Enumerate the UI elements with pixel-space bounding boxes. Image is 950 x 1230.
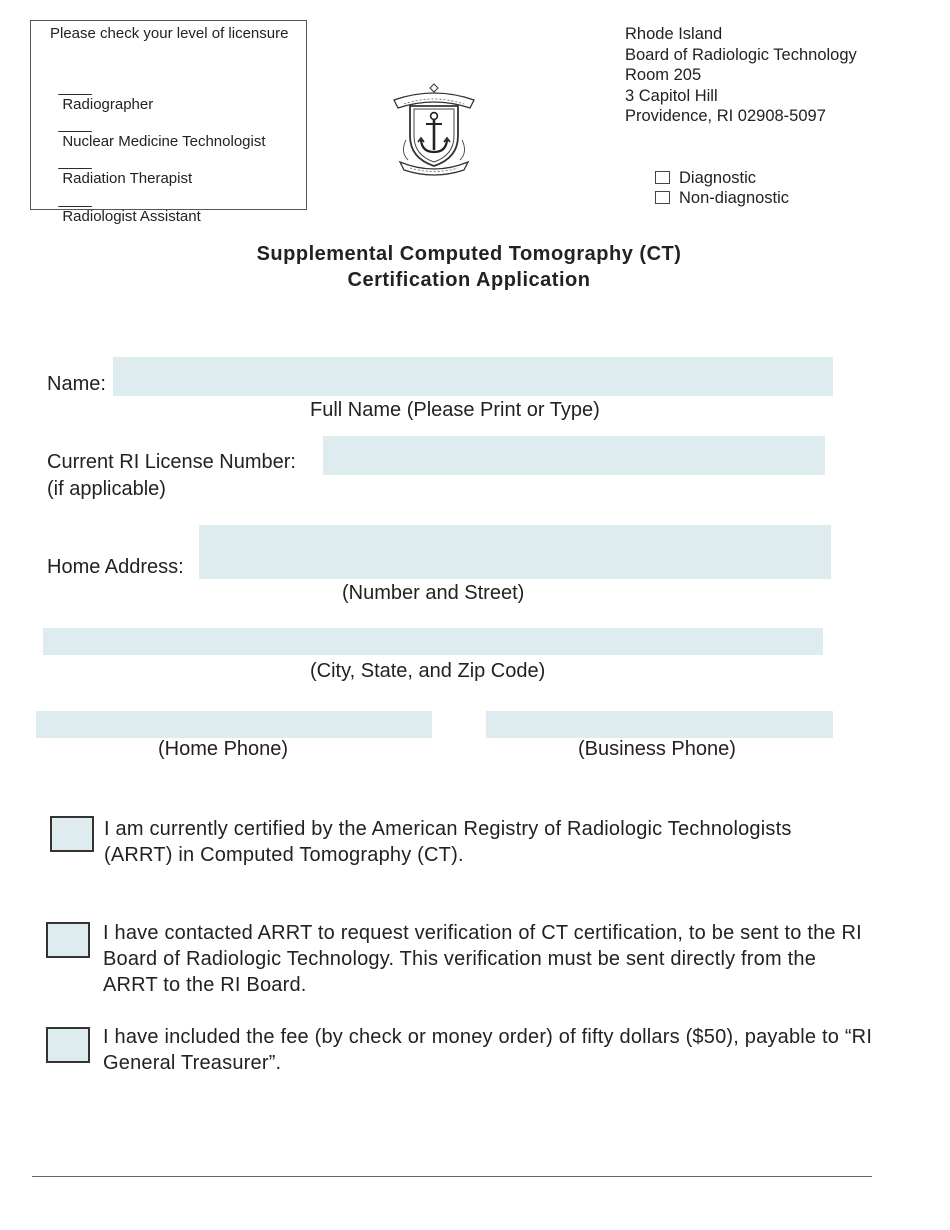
non-diagnostic-option: [655, 189, 789, 208]
license-number-field[interactable]: [323, 436, 825, 475]
licensure-label: Radiologist Assistant: [62, 208, 201, 225]
rhode-island-seal-icon: [388, 78, 480, 176]
non-diagnostic-checkbox[interactable]: [655, 191, 670, 204]
street-address-field[interactable]: [199, 525, 831, 579]
name-field[interactable]: [113, 357, 833, 396]
diagnostic-checkbox[interactable]: [655, 171, 670, 184]
name-label: Name:: [47, 373, 106, 395]
address-line: 3 Capitol Hill: [625, 86, 718, 105]
arrt-certified-checkbox[interactable]: [50, 816, 94, 852]
board-address: [625, 24, 857, 127]
licensure-option-radiologist-assistant[interactable]: [50, 174, 201, 225]
fee-included-checkbox[interactable]: [46, 1027, 90, 1063]
form-title: Supplemental Computed Tomography (CT): [256, 243, 682, 265]
licensure-blank: ____: [58, 116, 92, 133]
footer-divider: [32, 1176, 872, 1177]
licensure-blank: ____: [58, 191, 92, 208]
licensure-blank: ____: [58, 79, 92, 96]
business-phone-caption: (Business Phone): [578, 738, 736, 760]
license-number-note: (if applicable): [47, 478, 166, 500]
home-phone-caption: (Home Phone): [158, 738, 289, 760]
diagnostic-option: [655, 169, 756, 188]
address-line: Board of Radiologic Technology: [625, 45, 857, 64]
licensure-label: Nuclear Medicine Technologist: [62, 133, 266, 150]
home-phone-field[interactable]: [36, 711, 432, 738]
arrt-contacted-statement: I have contacted ARRT to request verification of CT certification, to be sent to the RI Board of Radiologic Technology. This verification must be sent directly from the ARRT to the RI Board.: [103, 922, 862, 996]
business-phone-field[interactable]: [486, 711, 833, 738]
home-address-label: Home Address:: [47, 556, 184, 578]
licensure-label: Radiographer: [62, 96, 154, 113]
street-caption: (Number and Street): [342, 582, 525, 604]
name-caption: Full Name (Please Print or Type): [310, 399, 600, 421]
license-number-label: Current RI License Number:: [47, 451, 296, 473]
city-state-zip-caption: (City, State, and Zip Code): [310, 660, 546, 682]
arrt-contacted-checkbox[interactable]: [46, 922, 90, 958]
form-subtitle: Certification Application: [347, 269, 591, 291]
address-line: Room 205: [625, 66, 702, 84]
address-line: Rhode Island: [625, 25, 723, 43]
address-line: Providence, RI 02908-5097: [625, 107, 826, 125]
diagnostic-label: Diagnostic: [679, 169, 757, 187]
arrt-certified-statement: I am currently certified by the American Registry of Radiologic Technologists (ARRT) in Computed Tomography (CT).: [104, 818, 792, 866]
non-diagnostic-label: Non-diagnostic: [679, 189, 790, 207]
city-state-zip-field[interactable]: [43, 628, 823, 655]
licensure-label: Radiation Therapist: [62, 170, 193, 187]
licensure-blank: ____: [58, 153, 92, 170]
fee-included-statement: I have included the fee (by check or money order) of fifty dollars ($50), payable to “RI General Treasurer”.: [103, 1026, 873, 1074]
licensure-heading: Please check your level of licensure: [50, 25, 289, 42]
